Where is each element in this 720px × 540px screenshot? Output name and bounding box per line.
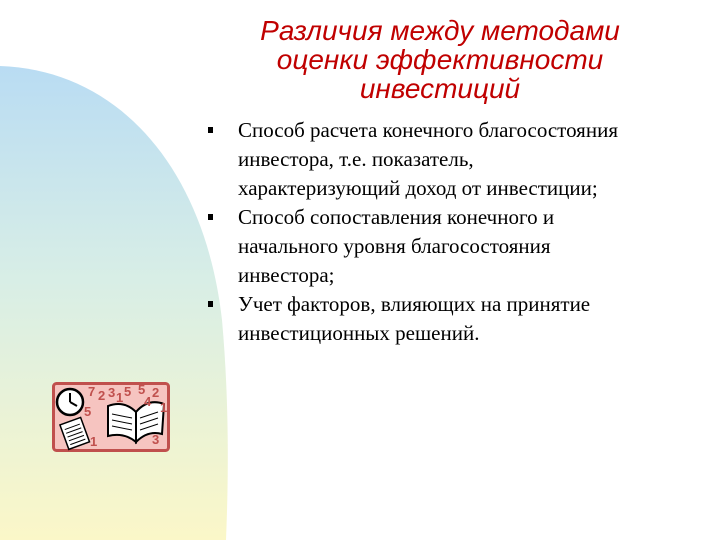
title-line: инвестиций <box>359 73 521 104</box>
clock-book-numbers-icon <box>52 382 170 452</box>
clipart-digit: 3 <box>152 432 160 447</box>
bullet-line: Способ расчета конечного благосостояния <box>238 118 618 142</box>
bullet-text <box>238 290 688 348</box>
square-bullet-icon <box>208 127 213 133</box>
clipart-digit: 2 <box>152 385 160 400</box>
clipart-digit: 2 <box>98 388 106 403</box>
clipart-digit: 1 <box>90 434 98 449</box>
title-line: оценки эффективности <box>276 44 604 75</box>
slide-title <box>200 16 680 103</box>
clipart-digit: 5 <box>138 382 146 397</box>
bullet-line: инвестора; <box>238 263 335 287</box>
bullet-line: инвестиционных решений. <box>238 321 480 345</box>
clipart-digit: 7 <box>88 384 96 399</box>
bullet-line: инвестора, т.е. показатель, <box>238 147 474 171</box>
clipart-digit: 1 <box>160 400 168 415</box>
bullet-text <box>238 116 688 203</box>
clipart-digit: 5 <box>84 404 92 419</box>
square-bullet-icon <box>208 301 213 307</box>
bullet-item <box>208 116 688 203</box>
bullet-text <box>238 203 688 290</box>
bullet-list <box>208 116 688 348</box>
bullet-line: Способ сопоставления конечного и <box>238 205 555 229</box>
bullet-line: Учет факторов, влияющих на принятие <box>238 292 591 316</box>
bullet-item <box>208 290 688 348</box>
clipart-digit: 3 <box>108 385 116 400</box>
bullet-item <box>208 203 688 290</box>
clipart-digit: 4 <box>144 394 152 409</box>
clipart-digit: 5 <box>124 384 132 399</box>
bullet-line: характеризующий доход от инвестиции; <box>238 176 598 200</box>
clipart-digit: 1 <box>116 390 124 405</box>
square-bullet-icon <box>208 214 213 220</box>
title-line: Различия между методами <box>260 15 620 46</box>
bullet-line: начального уровня благосостояния <box>238 234 551 258</box>
